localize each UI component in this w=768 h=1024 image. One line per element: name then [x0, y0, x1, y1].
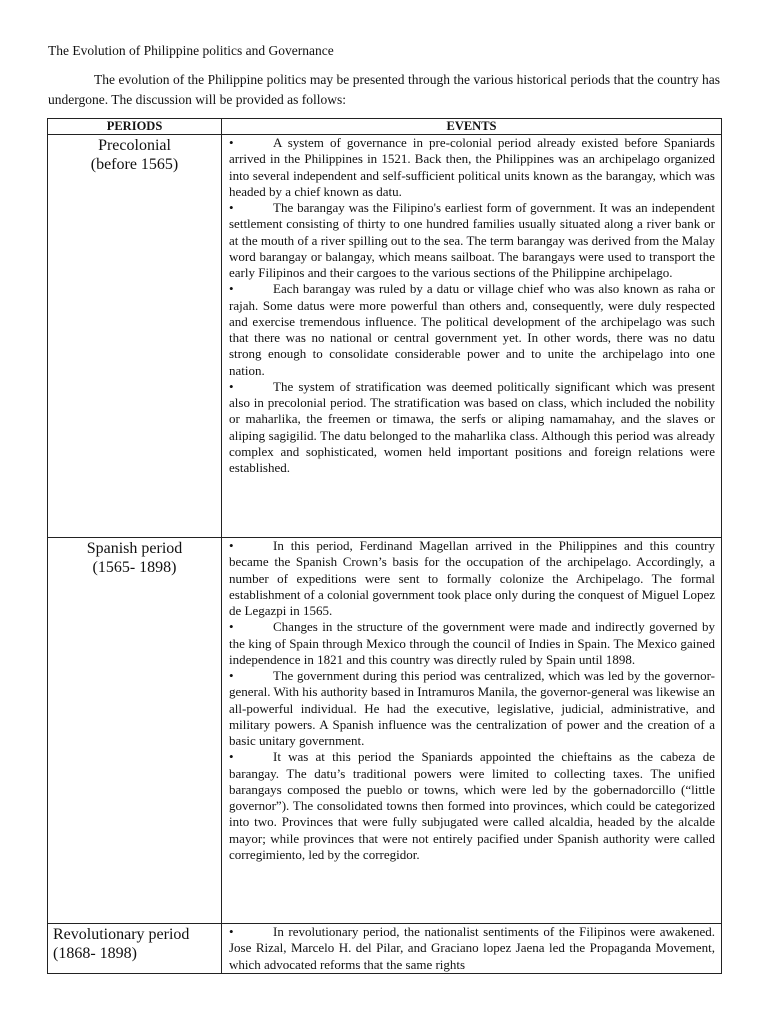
- period-cell: [48, 135, 222, 538]
- period-range: (1565- 1898): [92, 559, 177, 576]
- period-name: Spanish period: [86, 540, 183, 557]
- events-cell: [222, 924, 722, 974]
- event-text: In revolutionary period, the nationalist sentiments of the Filipinos were awakened. Jose Rizal, Marcelo H. del Pilar, and Graciano lopez Jaena led the Propaganda Movement, which advocated reforms that the same rights: [229, 924, 715, 972]
- event-text: A system of governance in pre-colonial period already existed before Spaniards arrived in the Philippines in 1521. Back then, the Philippines was an archipelago organized into several independent and self-sufficient political units known as the barangay, which was headed by a chief known as datu.: [229, 135, 715, 199]
- table-header-row: [48, 119, 722, 135]
- events-cell: [222, 135, 722, 538]
- table-row-spanish: [48, 538, 722, 924]
- bullet-icon: •: [229, 200, 234, 215]
- header-events: EVENTS: [222, 119, 722, 135]
- event-bullet: [229, 379, 715, 477]
- event-text: It was at this period the Spaniards appointed the chieftains as the cabeza de barangay. The datu’s traditional powers were limited to collecting taxes. The unified barangays composed the pueblo or towns, which were led by the gobernadorcillo (“little governor”). The consolidated towns then formed into provinces, which could be categorized into two. Provinces that were fully subjugated were called alcaldia, headed by the alcalde mayor; while provinces that were not entirely pacified under Spanish authority were called corregimiento, led by the corregidor.: [229, 749, 715, 862]
- bullet-icon: •: [229, 538, 234, 553]
- periods-table: [47, 118, 722, 974]
- period-cell: [48, 924, 222, 974]
- intro-paragraph: The evolution of the Philippine politics may be presented through the various historical periods that the country has undergone. The discussion will be provided as follows:: [48, 72, 720, 107]
- event-text: In this period, Ferdinand Magellan arrived in the Philippines and this country became the Spanish Crown’s basis for the occupation of the archipelago. Accordingly, a number of expeditions were sent to formally colonize the Archipelago. The formal establishment of a colonial government took place only during the conquest of Miguel Lopez de Legazpi in 1565.: [229, 538, 715, 618]
- bullet-icon: •: [229, 281, 234, 297]
- bullet-icon: •: [229, 749, 234, 765]
- event-bullet: [229, 135, 715, 200]
- event-bullet: [229, 281, 715, 379]
- event-bullet: [229, 924, 715, 973]
- table-row-precolonial: [48, 135, 722, 538]
- bullet-icon: •: [229, 135, 234, 150]
- period-cell: [48, 538, 222, 924]
- events-cell: [222, 538, 722, 924]
- document-title: The Evolution of Philippine politics and Governance: [48, 43, 334, 58]
- event-text: Changes in the structure of the government were made and indirectly governed by the king of Spain through Mexico through the council of Indies in Spain. The Mexico gained independence in 1821 and this country was directly ruled by Spain until 1898.: [229, 619, 715, 667]
- event-bullet: [229, 668, 715, 749]
- event-text: The barangay was the Filipino's earliest form of government. It was an independent settlement consisting of thirty to one hundred families usually situated along a river bank or at the mouth of a river spilling out to the sea. The term barangay was derived from the Malay word barangay or balangay, which means sailboat. The barangays were used to transport the early Filipinos and their cargoes to the various sections of the Philippine archipelago.: [229, 200, 715, 280]
- event-text: The government during this period was centralized, which was led by the governor-general. With his authority based in Intramuros Manila, the governor-general was likewise an all-powerful individual. He had the executive, legislative, judicial, administrative, and military powers. A Spanish influence was the centralization of power and the creation of a basic unitary government.: [229, 668, 715, 748]
- bullet-icon: •: [229, 668, 234, 683]
- event-text: Each barangay was ruled by a datu or village chief who was also known as raha or rajah. Some datus were more powerful than others and, consequently, were duly respected and exercise tremendous influence. The political development of the archipelago was such that there was no national or central government yet. In other words, there was no datu strong enough to consolidate considerable power and to unite the archipelago into one nation.: [229, 281, 715, 378]
- event-bullet: [229, 749, 715, 863]
- period-name: Precolonial: [98, 137, 171, 154]
- event-text: The system of stratification was deemed politically significant which was present also in precolonial period. The stratification was based on class, which included the nobility or maharlika, the freemen or timawa, the serfs or aliping namamahay, and the slaves or aliping sagigilid. The datu belonged to the maharlika class. Although this period was already complex and sophisticated, women held important positions and foreign relations were established.: [229, 378, 715, 475]
- bullet-icon: •: [229, 924, 234, 939]
- header-periods: PERIODS: [48, 119, 222, 135]
- period-range: (before 1565): [90, 156, 179, 173]
- event-bullet: [229, 619, 715, 668]
- table-row-revolutionary: [48, 924, 722, 974]
- bullet-icon: •: [229, 378, 234, 394]
- bullet-icon: •: [229, 619, 234, 635]
- event-bullet: [229, 538, 715, 619]
- period-range: (1868- 1898): [53, 945, 137, 962]
- event-bullet: [229, 200, 715, 281]
- period-name: Revolutionary period: [53, 926, 190, 943]
